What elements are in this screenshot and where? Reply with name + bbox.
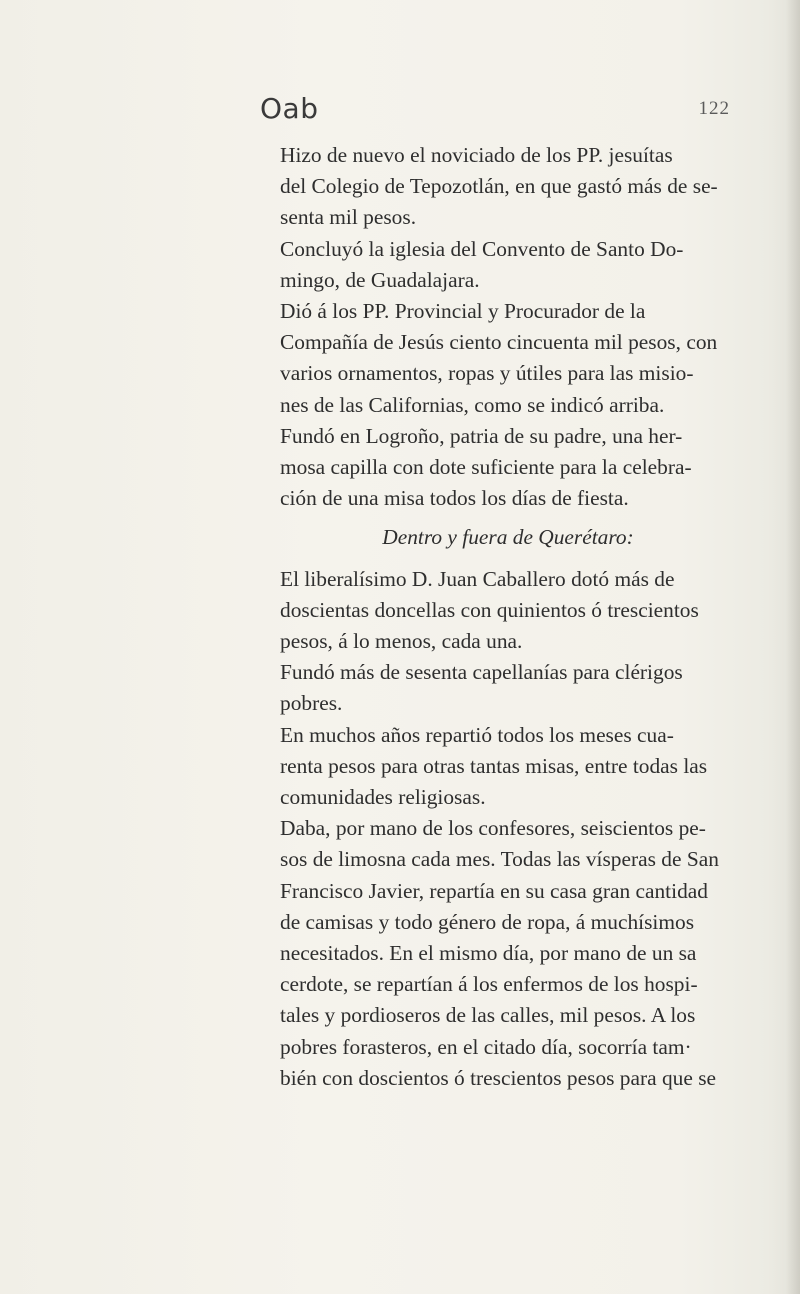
running-head-title: Oab xyxy=(260,92,319,125)
text-line: necesitados. En el mismo día, por mano de un sa xyxy=(280,941,697,966)
text-line: tales y pordioseros de las calles, mil pesos. A los xyxy=(280,1003,696,1028)
text-line: del Colegio de Tepozotlán, en que gastó más de se- xyxy=(280,174,718,199)
text-line: Francisco Javier, repartía en su casa gran cantidad xyxy=(280,878,708,903)
text-line: bién con doscientos ó trescientos pesos para que se xyxy=(280,1065,717,1090)
section-heading: Dentro y fuera de Querétaro: xyxy=(382,525,634,550)
body-text xyxy=(258,140,758,1094)
paragraph xyxy=(258,421,758,515)
paragraph xyxy=(258,234,758,296)
paragraphs-after-heading xyxy=(258,564,758,1094)
text-line: Concluyó la iglesia del Convento de Santo Do- xyxy=(280,236,684,261)
text-line: El liberalísimo D. Juan Caballero dotó más de xyxy=(280,566,675,591)
text-line: mosa capilla con dote suficiente para la celebra- xyxy=(280,455,692,480)
text-line: varios ornamentos, ropas y útiles para las misio- xyxy=(280,361,694,386)
text-line: Daba, por mano de los confesores, seiscientos pe- xyxy=(280,816,706,841)
text-line: Hizo de nuevo el noviciado de los PP. jesuítas xyxy=(280,143,673,167)
text-line: pobres forasteros, en el citado día, socorría tam· xyxy=(280,1034,692,1059)
text-line: nes de las Californias, como se indicó arriba. xyxy=(280,392,665,417)
text-line: renta pesos para otras tantas misas, entre todas las xyxy=(280,753,708,778)
running-head xyxy=(260,92,730,128)
paragraph xyxy=(258,813,758,1094)
text-line: pobres. xyxy=(280,691,343,716)
text-line: Dió á los PP. Provincial y Procurador de la xyxy=(280,299,646,324)
text-line: Fundó en Logroño, patria de su padre, una her- xyxy=(280,423,683,448)
text-line: cerdote, se repartían á los enfermos de los hospi- xyxy=(280,972,698,997)
text-line: senta mil pesos. xyxy=(280,205,417,230)
page-edge-shadow xyxy=(786,0,800,1294)
text-line: Fundó más de sesenta capellanías para clérigos xyxy=(280,660,683,685)
text-line: Compañía de Jesús ciento cincuenta mil pesos, con xyxy=(280,330,718,355)
paragraph xyxy=(258,564,758,658)
text-line: de camisas y todo género de ropa, á muchísimos xyxy=(280,909,695,934)
paragraph xyxy=(258,140,758,234)
paragraphs-before-heading xyxy=(258,140,758,514)
text-line: En muchos años repartió todos los meses cua- xyxy=(280,722,674,747)
text-line: mingo, de Guadalajara. xyxy=(280,267,480,292)
paragraph xyxy=(258,296,758,421)
paragraph xyxy=(258,657,758,719)
text-line: comunidades religiosas. xyxy=(280,785,486,810)
paragraph xyxy=(258,720,758,814)
page-number: 122 xyxy=(698,98,730,119)
text-line: ción de una misa todos los días de fiesta. xyxy=(280,486,629,511)
text-line: doscientas doncellas con quinientos ó trescientos xyxy=(280,597,699,622)
text-line: sos de limosna cada mes. Todas las vísperas de San xyxy=(280,847,719,872)
text-line: pesos, á lo menos, cada una. xyxy=(280,629,523,654)
